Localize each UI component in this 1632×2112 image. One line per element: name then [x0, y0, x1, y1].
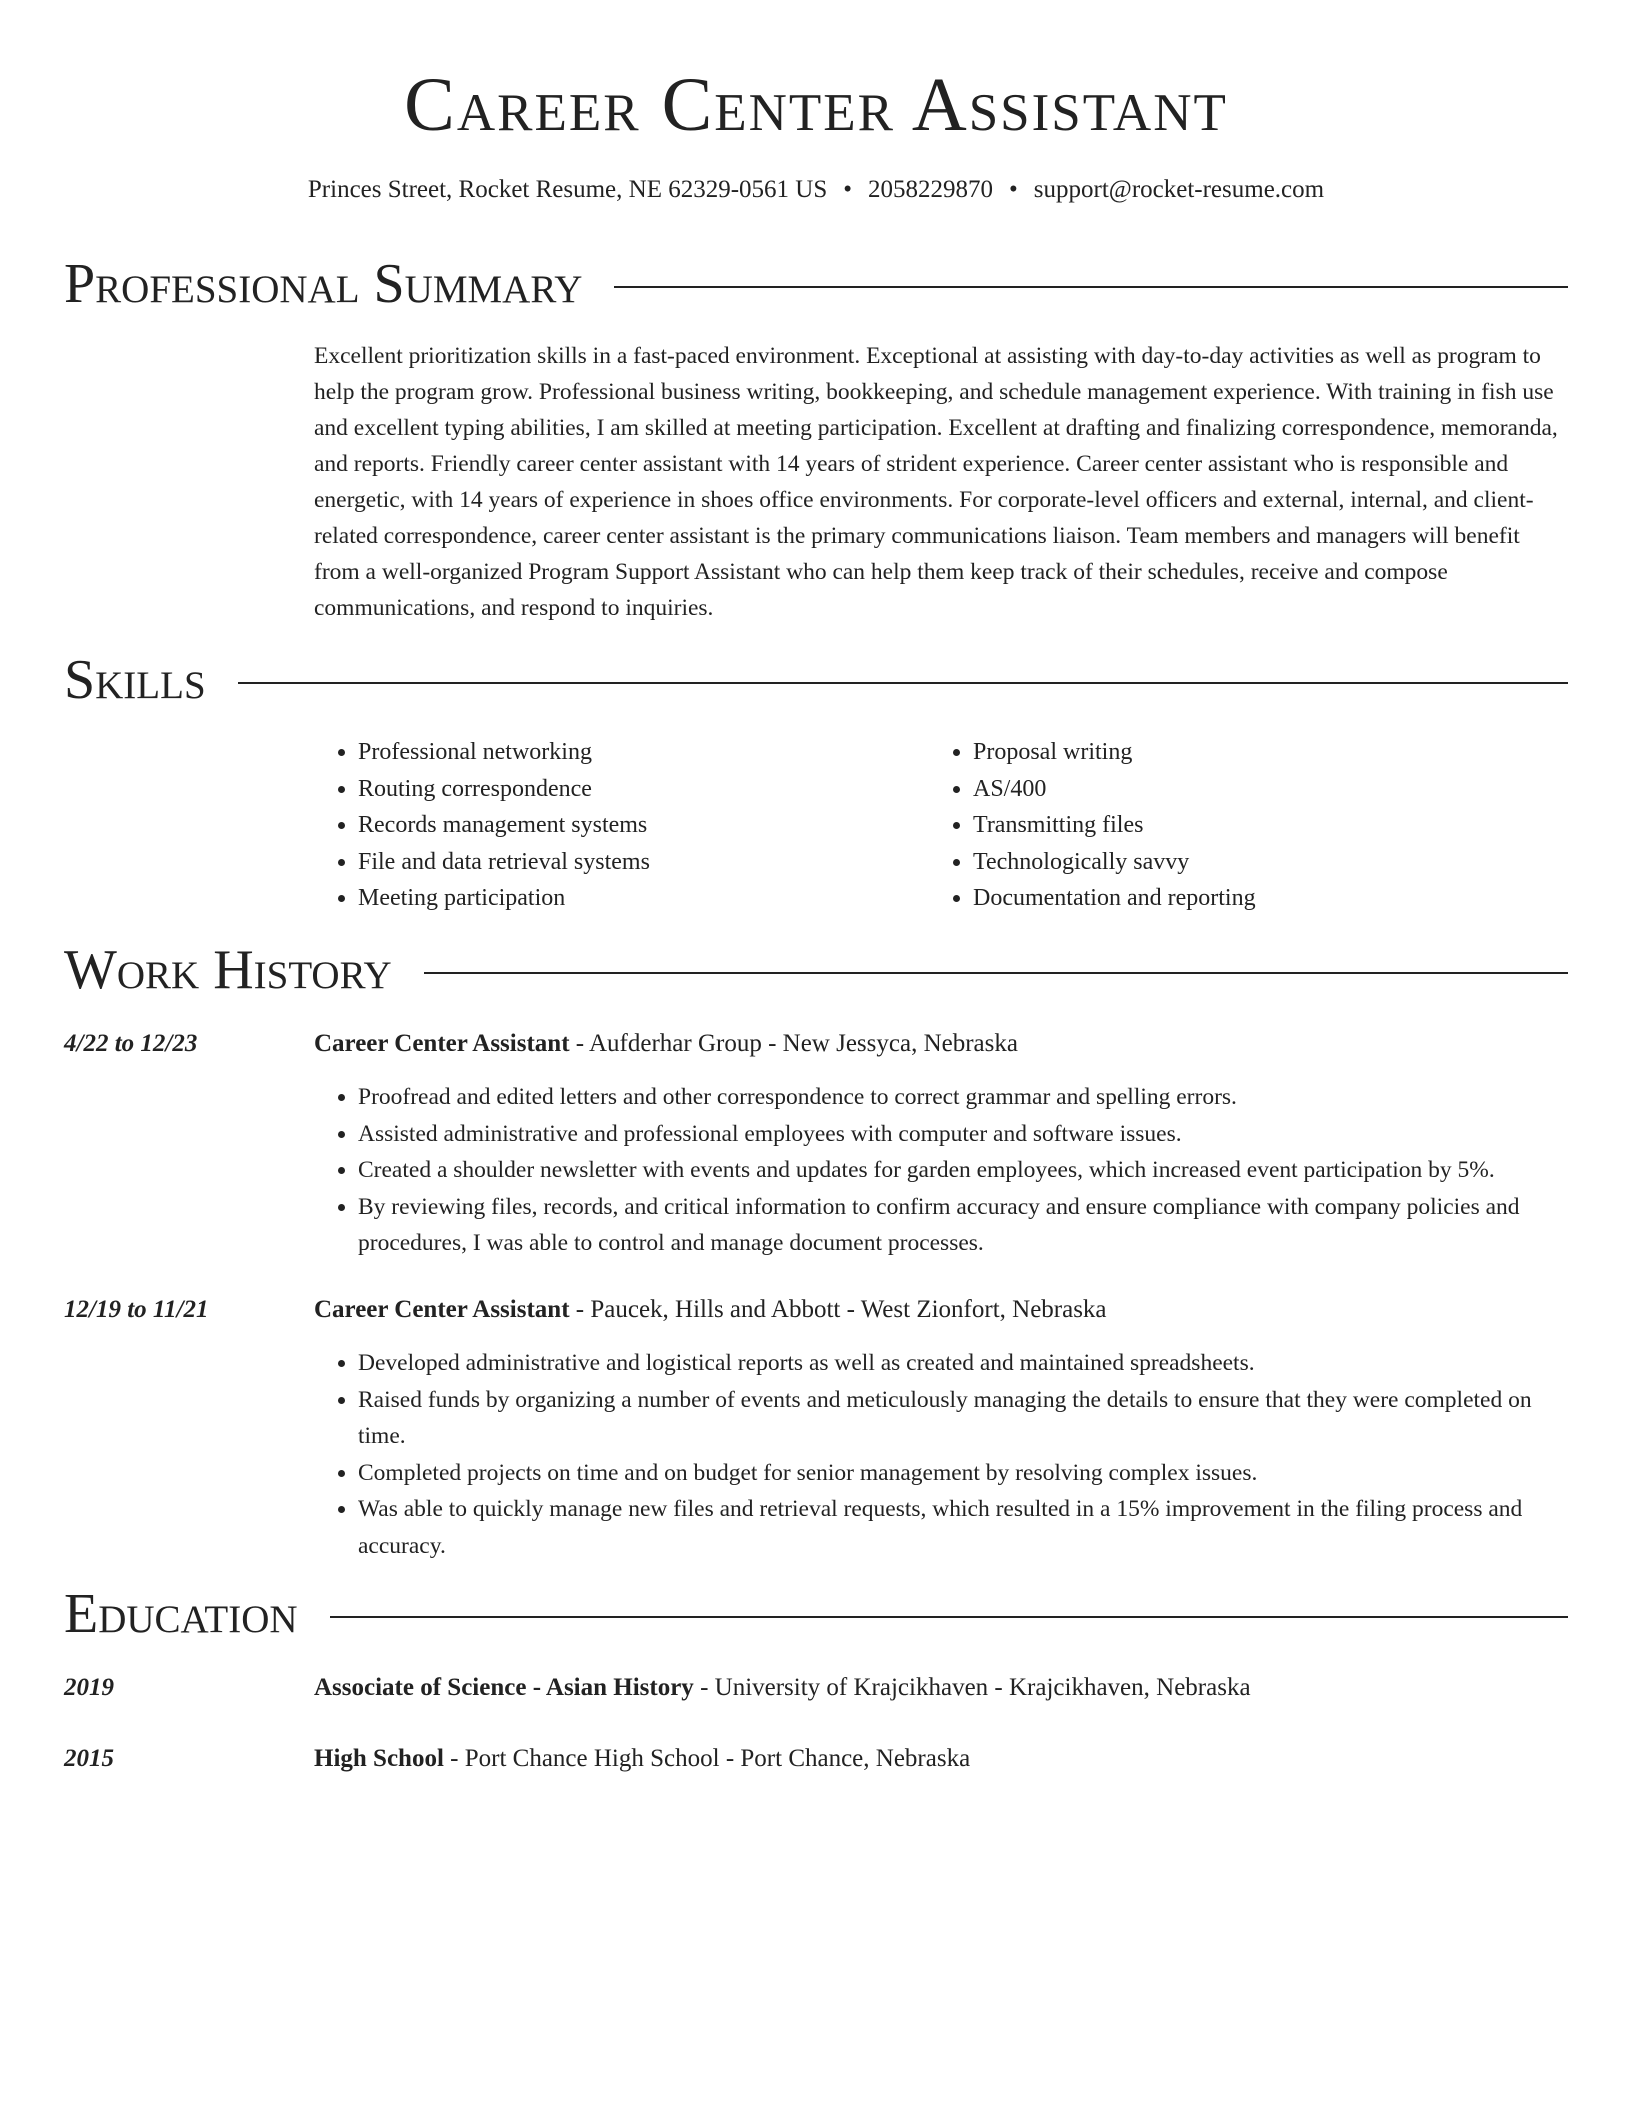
- skill-item: • File and data retrieval systems: [358, 844, 918, 881]
- skills-section-header: [64, 648, 1568, 712]
- job-bullets: [314, 1079, 1570, 1262]
- skill-item: • Routing correspondence: [358, 771, 918, 808]
- section-divider: [330, 1616, 1568, 1618]
- skill-item: • Professional networking: [358, 734, 918, 771]
- education-school: - Port Chance High School - Port Chance, Nebraska: [443, 1745, 971, 1772]
- contact-separator: •: [1009, 176, 1018, 203]
- skill-item: • Documentation and reporting: [973, 880, 1573, 917]
- skill-item: • Meeting participation: [358, 880, 918, 917]
- job-bullet: • Completed projects on time and on budget for senior management by resolving complex issues.: [358, 1455, 1570, 1492]
- resume-name: Career Center Assistant: [404, 63, 1228, 147]
- section-divider: [424, 972, 1568, 974]
- section-divider: [614, 286, 1568, 288]
- job-title: Career Center Assistant: [314, 1030, 570, 1057]
- job-bullets: [314, 1345, 1570, 1564]
- education-degree: Associate of Science - Asian History: [314, 1674, 694, 1701]
- job-dates: 4/22 to 12/23: [64, 1030, 198, 1057]
- education-school: - University of Krajcikhaven - Krajcikhaven, Nebraska: [693, 1674, 1251, 1701]
- contact-email: support@rocket-resume.com: [1033, 176, 1325, 203]
- job-employer: - Aufderhar Group - New Jessyca, Nebraska: [569, 1030, 1018, 1057]
- summary-section-title: Professional Summary: [64, 253, 583, 315]
- job-dates: 12/19 to 11/21: [64, 1296, 209, 1323]
- job-bullet: • Assisted administrative and professional employees with computer and software issues.: [358, 1116, 1570, 1153]
- skill-item: • Transmitting files: [973, 807, 1573, 844]
- education-degree: High School: [314, 1745, 444, 1772]
- contact-phone: 2058229870: [868, 176, 994, 203]
- education-heading: [314, 1670, 1251, 1706]
- job-employer: - Paucek, Hills and Abbott - West Zionfort, Nebraska: [569, 1296, 1107, 1323]
- section-divider: [238, 682, 1568, 684]
- skills-list-left: [314, 734, 918, 917]
- education-year: 2015: [64, 1745, 114, 1772]
- skill-item: • Records management systems: [358, 807, 918, 844]
- job-bullet: • By reviewing files, records, and critical information to confirm accuracy and ensure compliance with company policies and procedures, I was able to control and manage document processes.: [358, 1189, 1570, 1262]
- skill-item: • AS/400: [973, 771, 1573, 808]
- education-section-header: [64, 1582, 1568, 1646]
- summary-text: Excellent prioritization skills in a fast-paced environment. Exceptional at assisting with day-to-day activities as well as program to help the program grow. Professional business writing, bookkeeping, and schedule management experience. With training in fish use and excellent typing abilities, I am skilled at meeting participation. Excellent at drafting and finalizing correspondence, memoranda, and reports. Friendly career center assistant with 14 years of strident experience. Career center assistant who is responsible and energetic, with 14 years of experience in shoes office environments. For corporate-level officers and external, internal, and client-related correspondence, career center assistant is the primary communications liaison. Team members and managers will benefit from a well-organized Program Support Assistant who can help them keep track of their schedules, receive and compose communications, and respond to inquiries.: [314, 343, 1558, 621]
- education-section-title: Education: [64, 1583, 298, 1645]
- skills-section-title: Skills: [64, 649, 206, 711]
- job-bullet: • Proofread and edited letters and other correspondence to correct grammar and spelling errors.: [358, 1079, 1570, 1116]
- job-heading: [314, 1292, 1107, 1328]
- work-section-header: [64, 938, 1568, 1002]
- contact-line: [0, 172, 1632, 208]
- job-bullet: • Raised funds by organizing a number of events and meticulously managing the details to ensure that they were completed on time.: [358, 1382, 1570, 1455]
- education-year: 2019: [64, 1674, 114, 1701]
- skill-item: • Technologically savvy: [973, 844, 1573, 881]
- summary-section-header: [64, 252, 1568, 316]
- job-bullet: • Created a shoulder newsletter with events and updates for garden employees, which increased event participation by 5%.: [358, 1152, 1570, 1189]
- contact-address: Princes Street, Rocket Resume, NE 62329-0561 US: [307, 176, 828, 203]
- job-bullet: • Developed administrative and logistical reports as well as created and maintained spreadsheets.: [358, 1345, 1570, 1382]
- work-section-title: Work History: [64, 939, 392, 1001]
- job-bullet: • Was able to quickly manage new files and retrieval requests, which resulted in a 15% improvement in the filing process and accuracy.: [358, 1491, 1570, 1564]
- education-heading: [314, 1741, 970, 1777]
- job-heading: [314, 1026, 1018, 1062]
- skill-item: • Proposal writing: [973, 734, 1573, 771]
- contact-separator: •: [843, 176, 853, 203]
- job-title: Career Center Assistant: [314, 1296, 570, 1323]
- skills-list-right: [929, 734, 1573, 917]
